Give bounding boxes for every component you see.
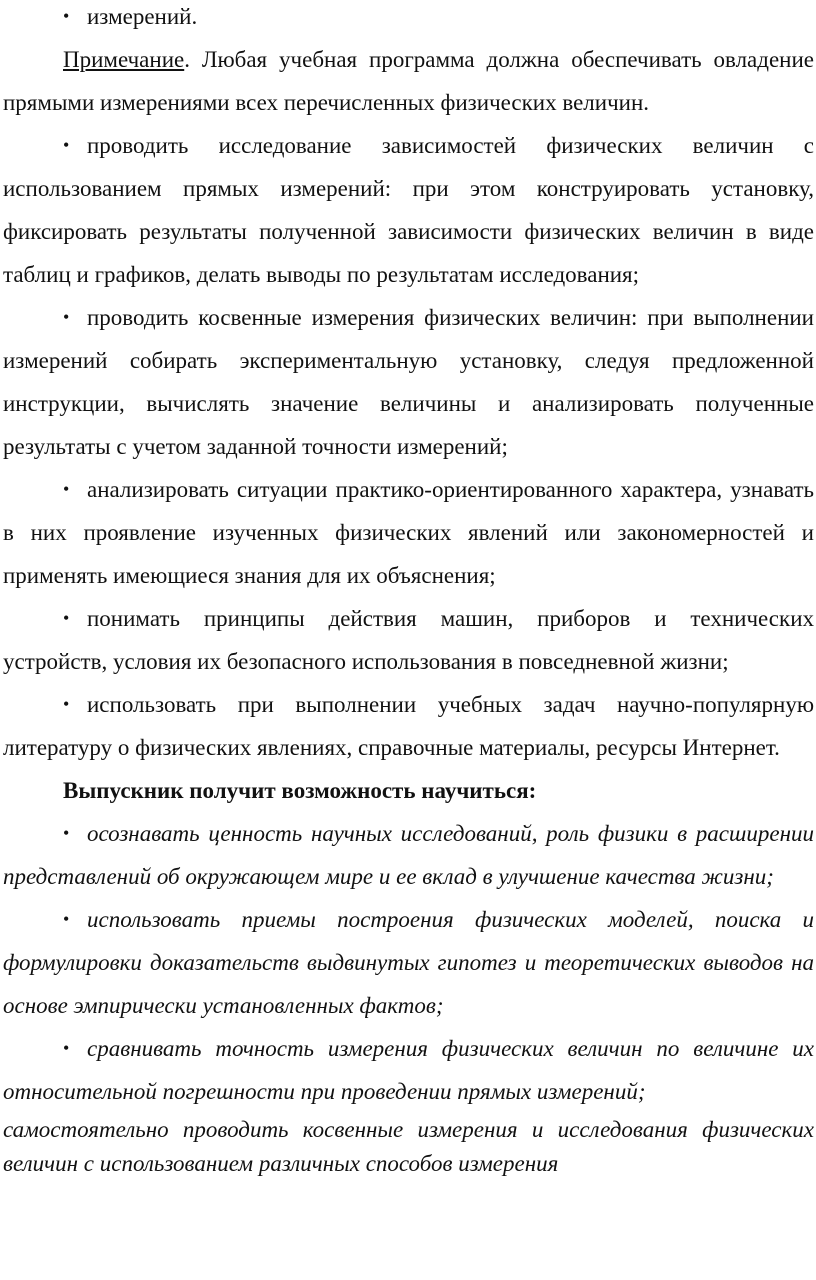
list-item <box>3 597 814 683</box>
note-paragraph <box>3 38 814 124</box>
list-item-text: анализировать ситуации практико-ориентированного характера, узнавать в них проявление изученных физических явлений или закономерностей и применять имеющиеся знания для их объяснения; <box>3 477 814 588</box>
list-item-text: использовать приемы построения физических моделей, поиска и формулировки доказательств выдвинутых гипотез и теоретических выводов на основе эмпирически установленных фактов; <box>3 907 814 1018</box>
section-heading: Выпускник получит возможность научиться: <box>63 778 537 803</box>
list-item-text: проводить исследование зависимостей физических величин с использованием прямых измерений: при этом конструировать установку, фиксировать результаты полученной зависимости физических величин в виде таблиц и графиков, делать выводы по результатам исследования; <box>3 133 814 287</box>
list-item <box>3 0 814 38</box>
closing-paragraph: самостоятельно проводить косвенные измерения и исследования физических величин с использованием различных способов измерения <box>3 1117 814 1176</box>
bullet-icon: • <box>63 823 70 843</box>
bullet-icon: • <box>63 1038 70 1058</box>
bullet-icon: • <box>63 608 70 628</box>
list-item-text: использовать при выполнении учебных задач научно-популярную литературу о физических явлениях, справочные материалы, ресурсы Интернет. <box>3 692 814 760</box>
list-item-text: сравнивать точность измерения физических величин по величине их относительной погрешности при проведении прямых измерений; <box>3 1036 814 1104</box>
list-item <box>3 468 814 597</box>
list-item-text: проводить косвенные измерения физических величин: при выполнении измерений собирать экспериментальную установку, следуя предложенной инструкции, вычислять значение величины и анализировать полученные результаты с учетом заданной точности измерений; <box>3 305 814 459</box>
bullet-icon: • <box>63 909 70 929</box>
list-item <box>3 124 814 296</box>
list-item-text: измерений. <box>87 4 198 29</box>
list-item-text: осознавать ценность научных исследований, роль физики в расширении представлений об окружающем мире и ее вклад в улучшение качества жизни; <box>3 821 814 889</box>
list-item <box>3 898 814 1027</box>
list-item-text: понимать принципы действия машин, приборов и технических устройств, условия их безопасного использования в повседневной жизни; <box>3 606 814 674</box>
note-label: Примечание <box>63 47 185 72</box>
bullet-icon: • <box>63 135 70 155</box>
list-item <box>3 683 814 769</box>
list-item <box>3 296 814 468</box>
note-text: . Любая учебная программа должна обеспечивать овладение прямыми измерениями всех перечисленных физических величин. <box>3 47 814 115</box>
list-item <box>3 812 814 898</box>
list-item <box>3 1027 814 1113</box>
bullet-icon: • <box>63 479 70 499</box>
bullet-icon: • <box>63 694 70 714</box>
bullet-icon: • <box>63 307 70 327</box>
bullet-icon: • <box>63 6 70 26</box>
